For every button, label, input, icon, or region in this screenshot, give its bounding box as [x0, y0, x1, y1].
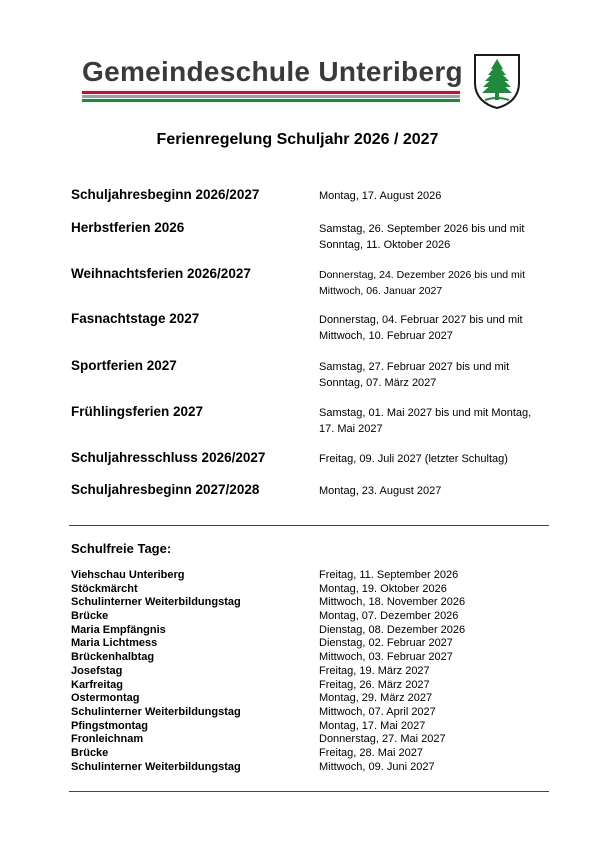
list-item — [71, 747, 491, 761]
list-item — [71, 679, 491, 693]
holiday-date: Freitag, 09. Juli 2027 (letzter Schultag) — [319, 453, 508, 465]
divider — [69, 525, 549, 526]
list-item — [71, 569, 491, 583]
free-days-title: Schulfreie Tage: — [71, 541, 172, 556]
holiday-label: Schuljahresbeginn 2026/2027 — [71, 187, 260, 202]
holiday-label: Herbstferien 2026 — [71, 220, 185, 235]
free-day-date: Montag, 29. März 2027 — [319, 692, 433, 705]
list-item — [71, 665, 491, 679]
holiday-date: Donnerstag, 04. Februar 2027 bis und mit Mittwoch, 10. Februar 2027 — [319, 314, 523, 342]
holiday-date: Samstag, 27. Februar 2027 bis und mit Sonntag, 07. März 2027 — [319, 361, 510, 389]
page-title: Ferienregelung Schuljahr 2026 / 2027 — [156, 131, 439, 148]
list-item — [71, 610, 491, 624]
free-day-date: Montag, 07. Dezember 2026 — [319, 610, 459, 623]
header-stripe-green — [82, 99, 460, 102]
free-day-date: Freitag, 28. Mai 2027 — [319, 746, 423, 759]
list-item — [71, 692, 491, 706]
free-day-name: Brücke — [71, 746, 109, 759]
holiday-date: Montag, 23. August 2027 — [319, 485, 442, 497]
free-day-date: Mittwoch, 18. November 2026 — [319, 596, 466, 609]
free-day-date: Freitag, 11. September 2026 — [319, 569, 459, 581]
list-item — [71, 733, 491, 747]
divider — [69, 791, 549, 792]
list-item — [71, 624, 491, 638]
free-day-name: Schulinterner Weiterbildungstag — [71, 760, 241, 773]
school-name: Gemeindeschule Unteriberg — [82, 56, 463, 87]
holiday-date: Donnerstag, 24. Dezember 2026 bis und mit Mittwoch, 06. Januar 2027 — [319, 269, 526, 297]
holiday-label: Schuljahresbeginn 2027/2028 — [71, 482, 260, 497]
holiday-label: Sportferien 2027 — [71, 358, 177, 373]
list-item — [71, 596, 491, 610]
header-stripe-grey — [82, 95, 460, 98]
list-item — [71, 720, 491, 734]
list-item — [71, 583, 491, 597]
holiday-label: Frühlingsferien 2027 — [71, 404, 204, 419]
free-day-date: Freitag, 26. März 2027 — [319, 678, 430, 691]
free-day-name: Schulinterner Weiterbildungstag — [71, 705, 241, 718]
list-item — [71, 761, 491, 775]
holiday-label: Weihnachtsferien 2026/2027 — [71, 266, 251, 281]
holiday-date: Montag, 17. August 2026 — [319, 190, 442, 202]
free-day-name: Viehschau Unteriberg — [71, 569, 185, 581]
list-item — [71, 651, 491, 665]
free-day-date: Dienstag, 02. Februar 2027 — [319, 637, 453, 650]
holiday-date: Samstag, 01. Mai 2027 bis und mit Montag, 17. Mai 2027 — [319, 407, 532, 435]
free-day-date: Montag, 19. Oktober 2026 — [319, 582, 447, 595]
free-day-name: Maria Empfängnis — [71, 623, 166, 636]
header-stripe-red — [82, 91, 460, 94]
holiday-date: Samstag, 26. September 2026 bis und mit Sonntag, 11. Oktober 2026 — [319, 223, 525, 251]
free-day-date: Mittwoch, 07. April 2027 — [319, 705, 436, 718]
free-day-name: Brückenhalbtag — [71, 651, 155, 664]
free-day-name: Brücke — [71, 610, 109, 623]
holiday-label: Schuljahresschluss 2026/2027 — [71, 450, 266, 465]
list-item — [71, 706, 491, 720]
free-day-name: Schulinterner Weiterbildungstag — [71, 596, 241, 609]
free-day-name: Maria Lichtmess — [71, 637, 158, 650]
free-day-name: Stöckmärcht — [71, 582, 138, 595]
free-day-date: Montag, 17. Mai 2027 — [319, 719, 426, 732]
free-day-name: Ostermontag — [71, 692, 140, 705]
free-day-name: Josefstag — [71, 664, 123, 677]
free-day-date: Donnerstag, 27. Mai 2027 — [319, 733, 446, 746]
free-days-list — [71, 569, 491, 774]
free-day-date: Freitag, 19. März 2027 — [319, 664, 430, 677]
list-item — [71, 637, 491, 651]
free-day-name: Karfreitag — [71, 678, 123, 691]
free-day-date: Mittwoch, 09. Juni 2027 — [319, 760, 435, 773]
fir-tree-crest-icon — [473, 53, 521, 109]
free-day-name: Fronleichnam — [71, 733, 144, 746]
holiday-label: Fasnachtstage 2027 — [71, 311, 200, 326]
free-day-date: Dienstag, 08. Dezember 2026 — [319, 623, 466, 636]
free-day-date: Mittwoch, 03. Februar 2027 — [319, 651, 453, 664]
free-day-name: Pfingstmontag — [71, 719, 148, 732]
